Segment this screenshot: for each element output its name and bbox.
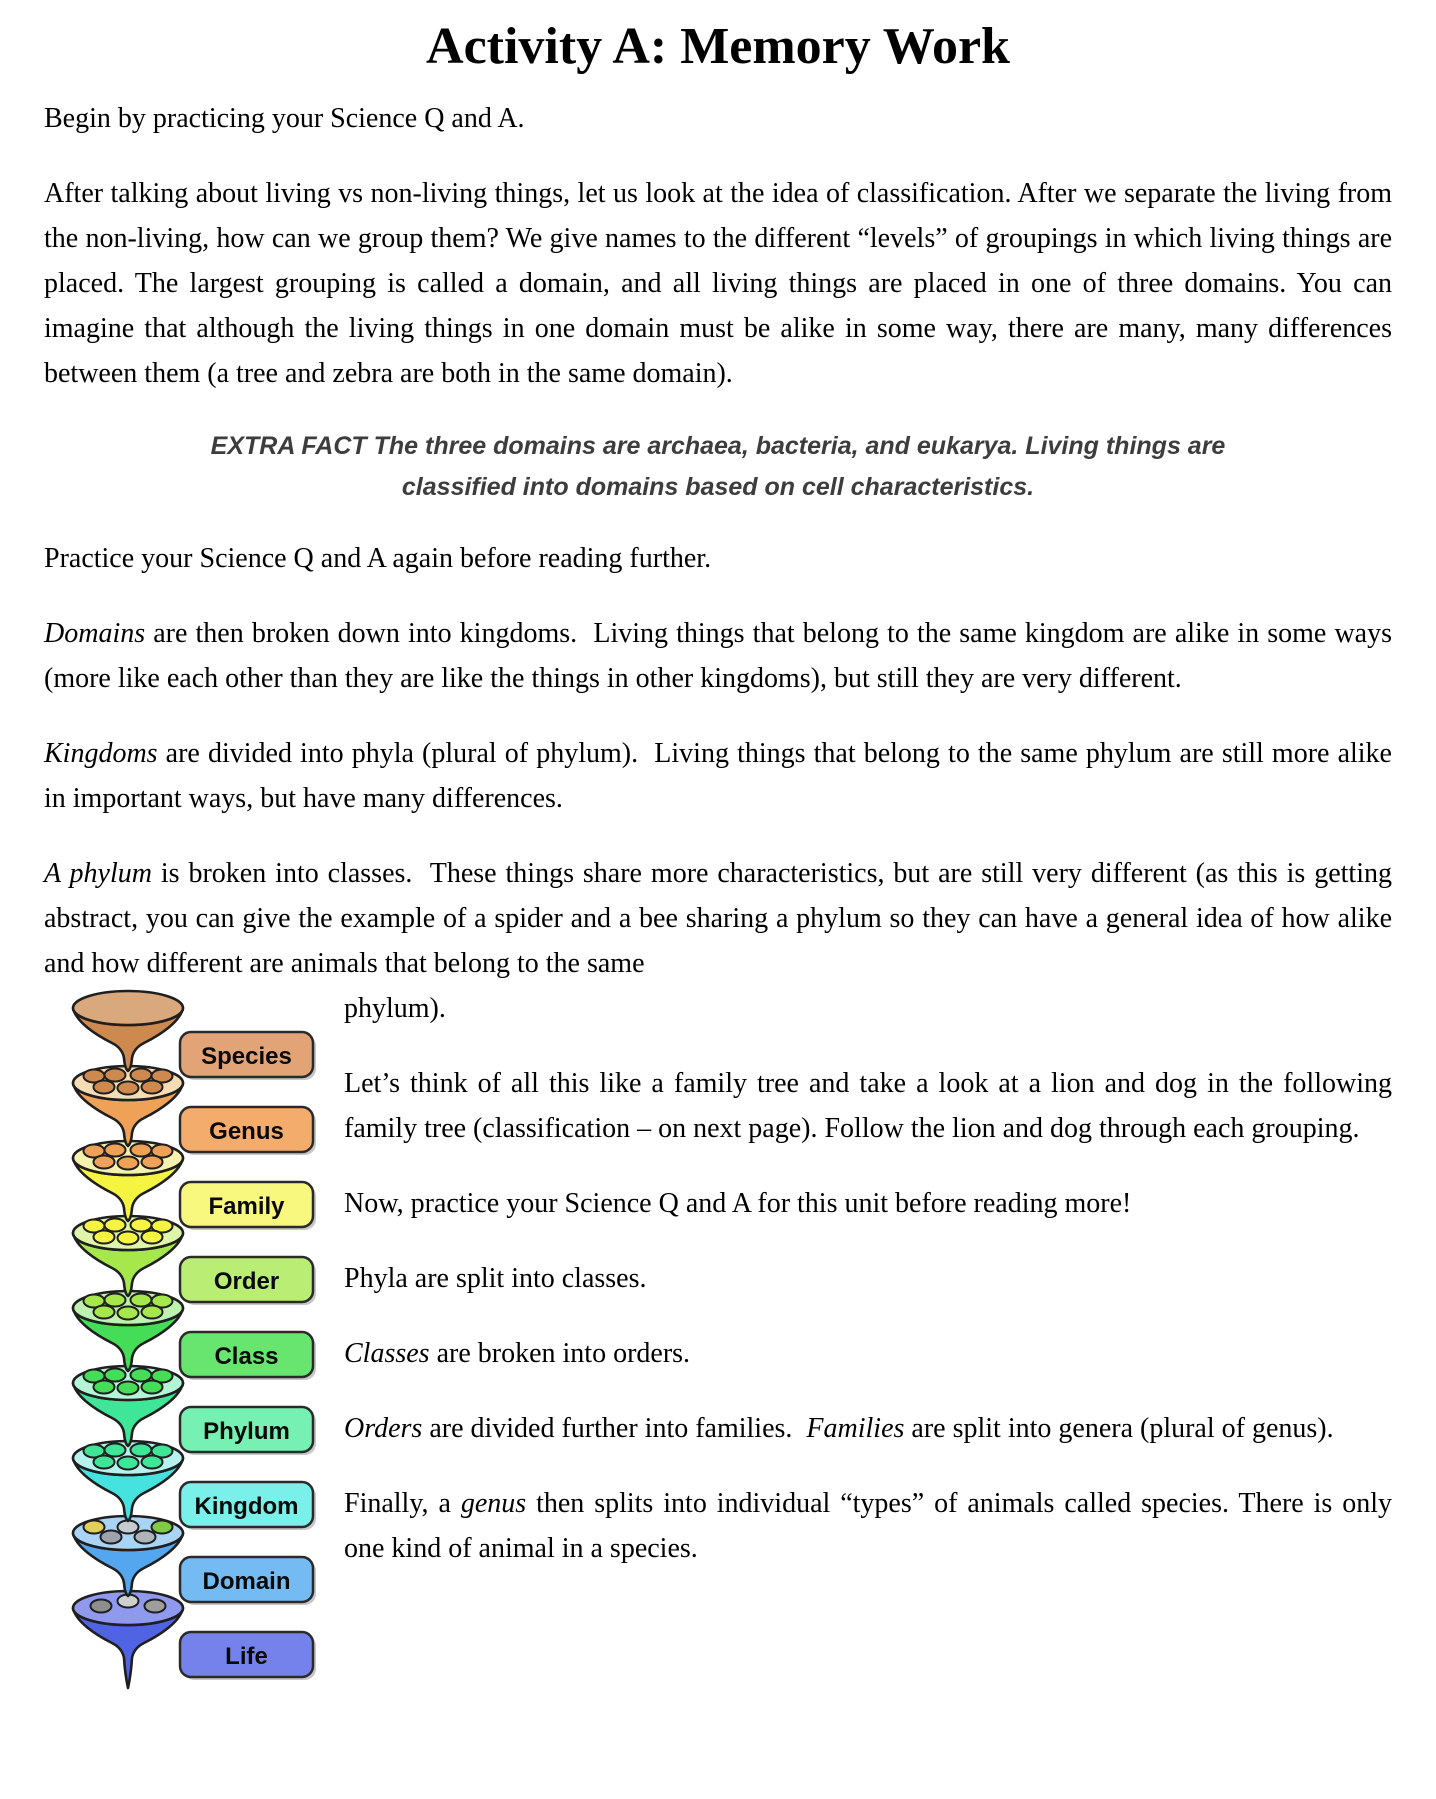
- funnel-ball: [94, 1156, 115, 1169]
- funnel-label-order: Order: [213, 1268, 280, 1295]
- funnel-ball: [145, 1600, 166, 1613]
- funnel-ball: [118, 1521, 139, 1534]
- funnel-ball: [118, 1232, 139, 1245]
- funnel-ball: [118, 1382, 139, 1395]
- funnel-ball: [131, 1219, 152, 1232]
- paragraph-after-talking: After talking about living vs non-living things, let us look at the idea of classification. After we separate the living from the non-living, how can we group them? We give names to the different “levels” of groupings in which living things are placed. The largest grouping is called a domain, and all living things are placed in one of three domains. You can imagine that although the living things in one domain must be alike in some way, there are many, many differences between them (a tree and zebra are both in the same domain).: [44, 178, 1392, 389]
- funnel-ball: [105, 1369, 126, 1382]
- funnel-ball: [94, 1081, 115, 1094]
- paragraph-lets-think: Let’s think of all this like a family tree and take a look at a lion and dog in the following family tree (classification – on next page). Follow the lion and dog through each grouping.: [344, 1068, 1392, 1144]
- funnel-ball: [94, 1306, 115, 1319]
- funnel-ball: [105, 1294, 126, 1307]
- funnel-ball: [142, 1381, 163, 1394]
- extra-fact-callout: EXTRA FACT The three domains are archaea, bacteria, and eukarya. Living things are classified into domains based on cell characteristics.: [210, 432, 1226, 501]
- funnel-ball: [152, 1521, 173, 1534]
- funnel-ball: [131, 1144, 152, 1157]
- funnel-ball: [135, 1531, 156, 1544]
- funnel-ball: [105, 1144, 126, 1157]
- classification-funnel-stack: [68, 986, 320, 1698]
- classification-funnel-figure: [44, 986, 344, 1700]
- funnel-ball: [142, 1081, 163, 1094]
- funnel-label-class: Class: [214, 1343, 279, 1370]
- funnel-ball: [142, 1231, 163, 1244]
- funnel-ball: [131, 1294, 152, 1307]
- funnel-ball: [84, 1521, 105, 1534]
- funnel-life: [73, 1591, 316, 1688]
- funnel-ball: [105, 1069, 126, 1082]
- paragraph-begin: Begin by practicing your Science Q and A.: [44, 103, 525, 134]
- funnel-ball: [94, 1231, 115, 1244]
- funnel-label-life: Life: [225, 1643, 268, 1670]
- funnel-ball: [105, 1219, 126, 1232]
- paragraph-domains: Domains are then broken down into kingdoms. Living things that belong to the same kingdom are alike in some ways (more like each other than they are like the things in other kingdoms), but still they are very different.: [44, 618, 1392, 694]
- funnel-ball: [101, 1531, 122, 1544]
- funnel-ball: [142, 1456, 163, 1469]
- funnel-ball: [94, 1381, 115, 1394]
- funnel-label-domain: Domain: [202, 1568, 291, 1595]
- funnel-ball: [142, 1156, 163, 1169]
- funnel-ball: [131, 1444, 152, 1457]
- funnel-label-family: Family: [208, 1193, 285, 1220]
- paragraph-now-practice: Now, practice your Science Q and A for this unit before reading more!: [344, 1188, 1132, 1219]
- funnel-ball: [118, 1157, 139, 1170]
- funnel-label-genus: Genus: [209, 1118, 284, 1145]
- funnel-ball: [131, 1369, 152, 1382]
- funnel-ball: [105, 1444, 126, 1457]
- paragraph-phylum: A phylum is broken into classes. These things share more characteristics, but are still very different (as this is getting abstract, you can give the example of a spider and a bee sharing a phylum so they can have a general idea of how alike and how different are animals that belong to the same: [44, 858, 1392, 979]
- paragraph-phyla-split: Phyla are split into classes.: [344, 1263, 647, 1294]
- funnel-ball: [131, 1069, 152, 1082]
- funnel-ball: [94, 1456, 115, 1469]
- paragraph-orders-divided: Orders are divided further into families. Families are split into genera (plural of genus).: [344, 1413, 1334, 1444]
- funnel-label-kingdom: Kingdom: [194, 1493, 299, 1520]
- paragraph-classes-broken: Classes are broken into orders.: [344, 1338, 691, 1369]
- paragraph-kingdoms: Kingdoms are divided into phyla (plural of phylum). Living things that belong to the same phylum are still more alike in important ways, but have many differences.: [44, 738, 1392, 814]
- funnel-label-species: Species: [201, 1043, 292, 1070]
- page-title: Activity A: Memory Work: [426, 18, 1010, 75]
- funnel-ball: [91, 1600, 112, 1613]
- paragraph-finally-genus: Finally, a genus then splits into individual “types” of animals called species. There is only one kind of animal in a species.: [344, 1488, 1393, 1564]
- funnel-ball: [118, 1457, 139, 1470]
- funnel-ball: [118, 1307, 139, 1320]
- funnel-ball: [142, 1306, 163, 1319]
- paragraph-phylum-end: phylum).: [344, 993, 446, 1024]
- funnel-ball: [118, 1082, 139, 1095]
- funnel-label-phylum: Phylum: [203, 1418, 290, 1445]
- paragraph-practice: Practice your Science Q and A again before reading further.: [44, 543, 712, 574]
